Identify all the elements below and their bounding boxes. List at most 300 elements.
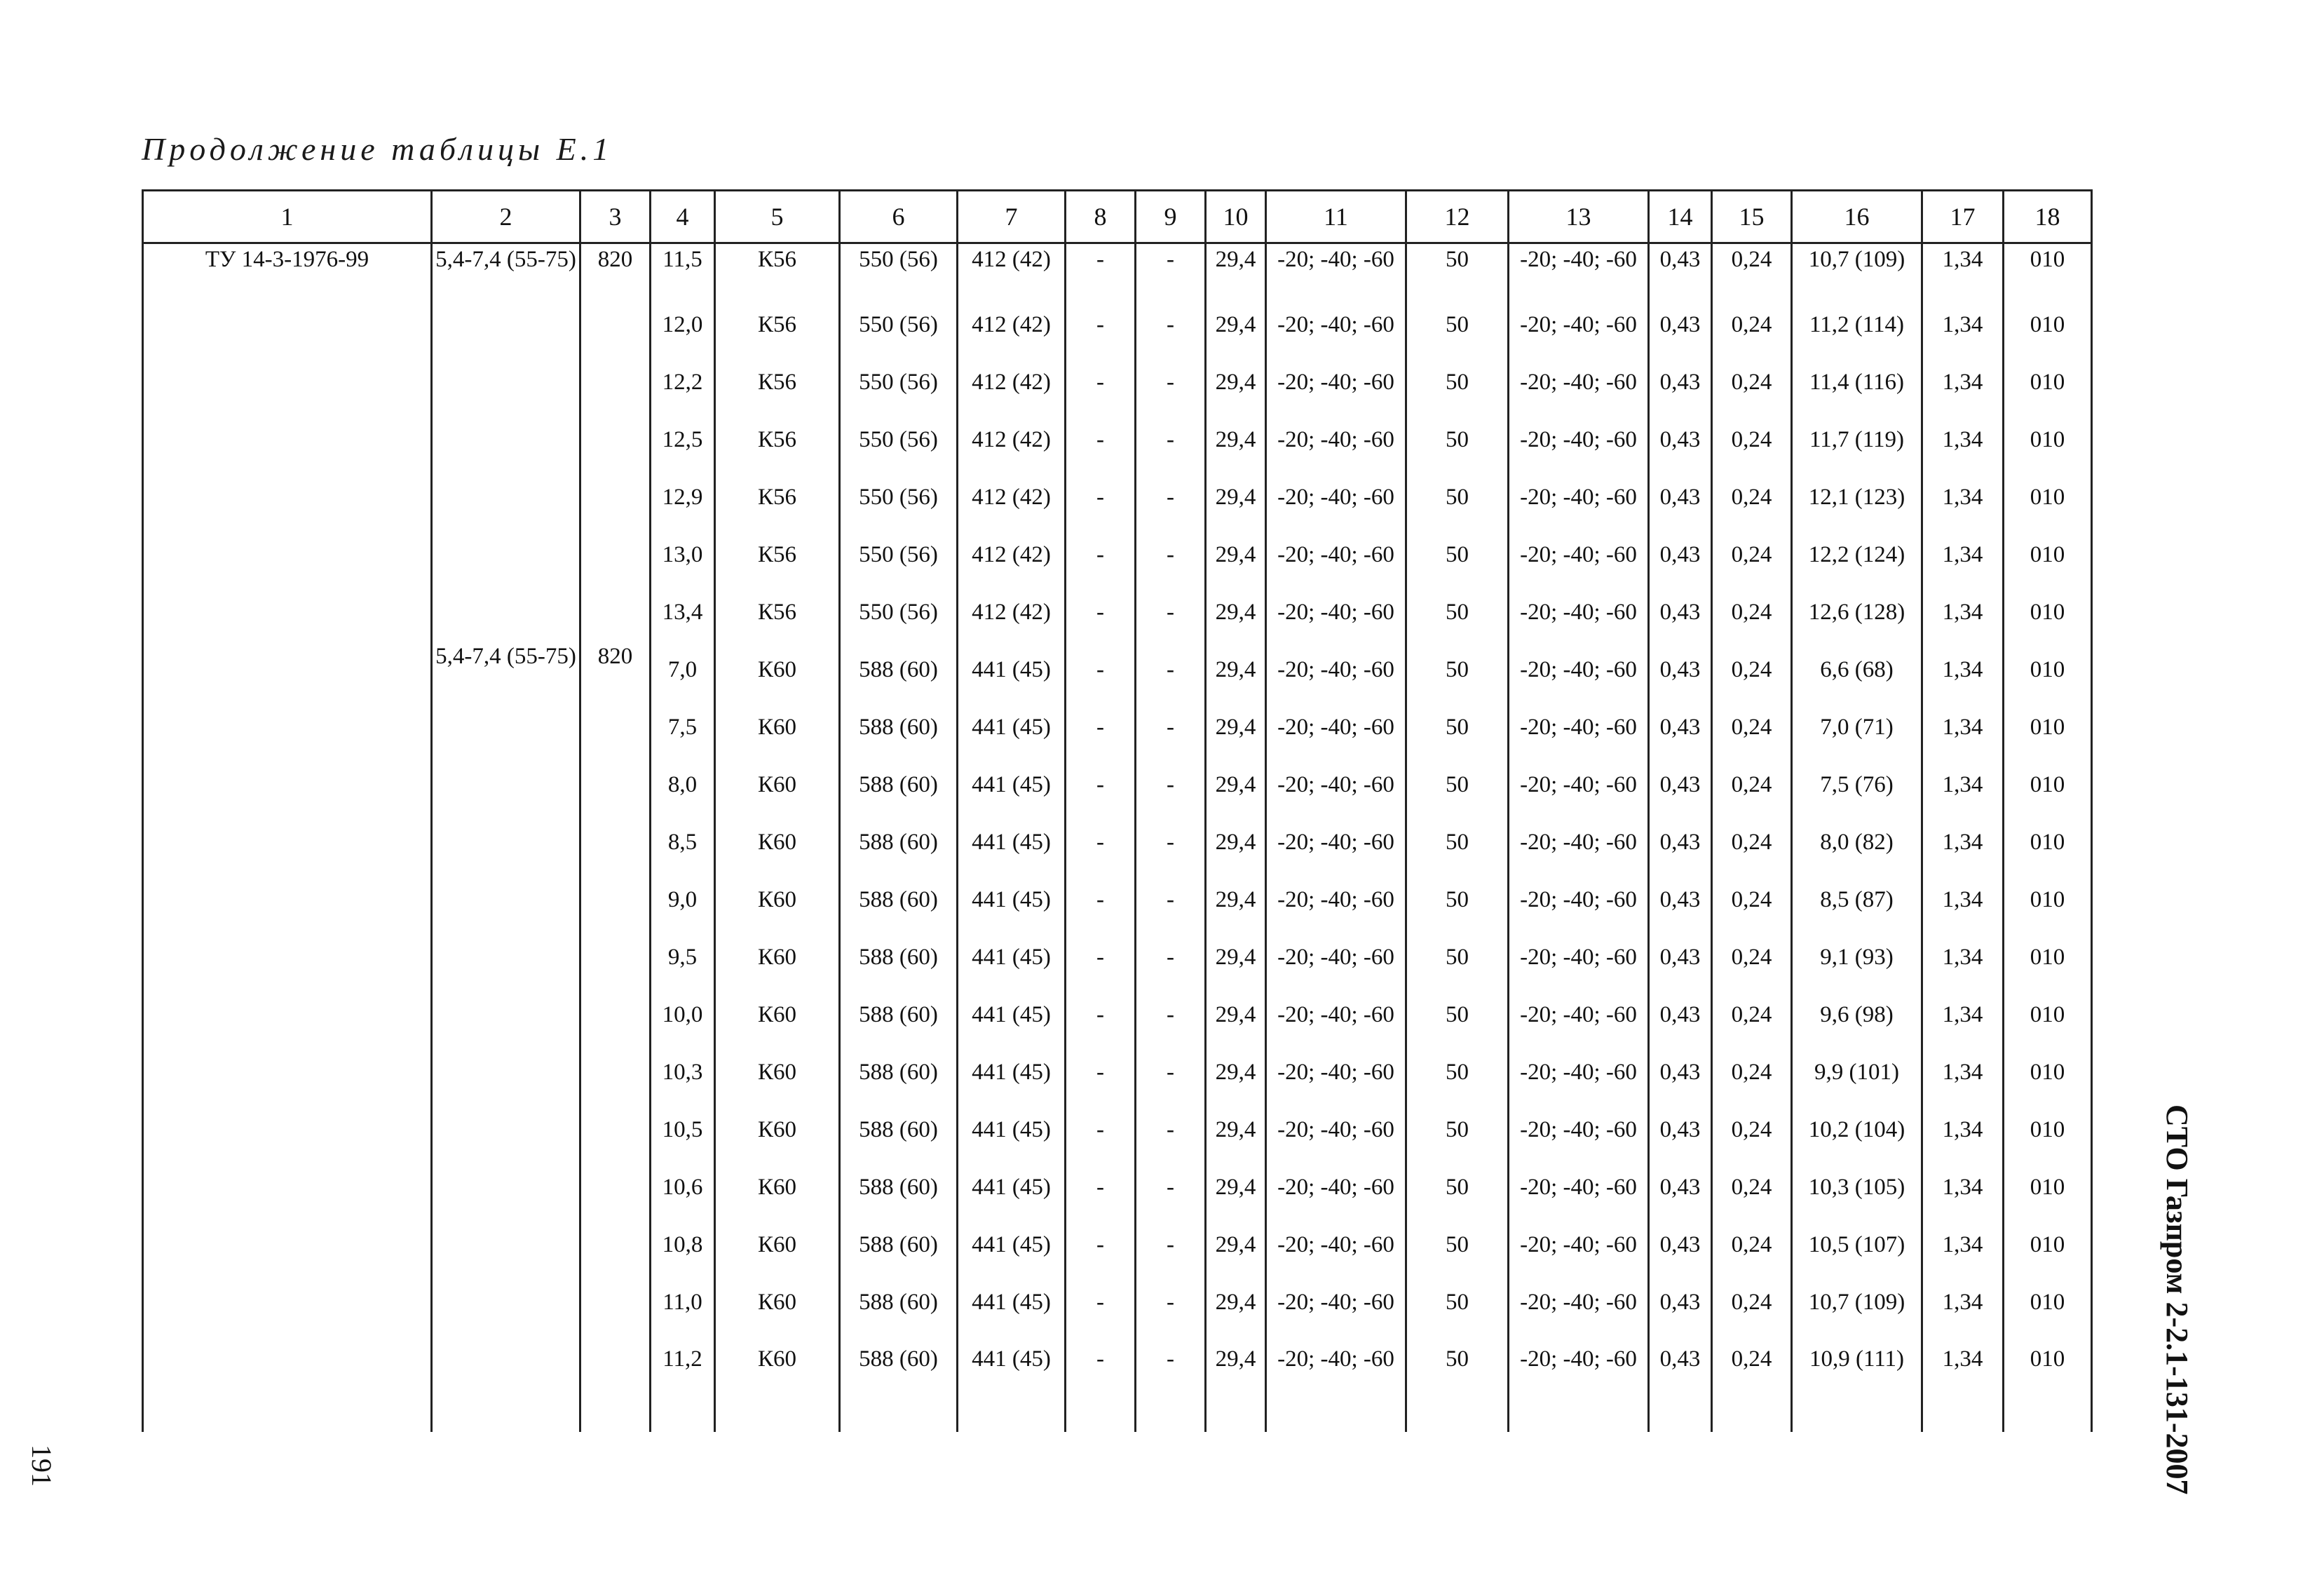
table-cell: 010 [2004,526,2092,583]
table-cell: 412 (42) [958,243,1066,297]
table-cell: - [1136,353,1206,411]
table-cell: - [1066,986,1136,1043]
table-cell: 441 (45) [958,1043,1066,1101]
table-cell: 8,5 [651,813,715,871]
table-cell: -20; -40; -60 [1509,353,1649,411]
table-cell: 6,6 (68) [1792,641,1922,698]
table-cell: 7,5 (76) [1792,756,1922,813]
spec-table [142,189,2093,1432]
table-cell: -20; -40; -60 [1266,1273,1406,1331]
table-cell: К60 [715,641,840,698]
table-cell: К60 [715,986,840,1043]
table-cell: 010 [2004,353,2092,411]
table-cell: - [1136,928,1206,986]
table-cell: 0,43 [1649,296,1712,353]
table-cell: -20; -40; -60 [1266,1216,1406,1273]
table-cell: 010 [2004,1331,2092,1432]
table-cell: К60 [715,1158,840,1216]
table-cell: 8,5 (87) [1792,871,1922,928]
table-cell: 11,0 [651,1273,715,1331]
table-cell: 0,43 [1649,243,1712,297]
table-cell: - [1066,411,1136,468]
table-cell: 0,24 [1712,756,1792,813]
table-cell: 8,0 [651,756,715,813]
table-cell: -20; -40; -60 [1266,1331,1406,1432]
table-cell: -20; -40; -60 [1509,986,1649,1043]
table-cell: - [1066,1158,1136,1216]
col-header: 13 [1509,191,1649,243]
table-cell: 0,43 [1649,1273,1712,1331]
pressure-cell: 5,4-7,4 (55-75) [432,641,580,1432]
table-cell: 50 [1406,698,1509,756]
table-cell: 29,4 [1206,813,1266,871]
table-cell: - [1136,986,1206,1043]
table-cell: 0,43 [1649,353,1712,411]
table-cell: -20; -40; -60 [1509,1216,1649,1273]
table-cell: 1,34 [1922,1216,2004,1273]
table-cell: 441 (45) [958,1273,1066,1331]
table-cell: 0,24 [1712,243,1792,297]
table-cell: 1,34 [1922,1273,2004,1331]
table-cell: 588 (60) [840,1331,958,1432]
table-cell: 010 [2004,986,2092,1043]
table-cell: 0,24 [1712,583,1792,641]
table-cell: 10,3 (105) [1792,1158,1922,1216]
table-cell: 50 [1406,468,1509,526]
table-cell: 29,4 [1206,986,1266,1043]
table-cell: 588 (60) [840,641,958,698]
table-cell: 588 (60) [840,986,958,1043]
table-cell: К60 [715,1216,840,1273]
table-cell: 441 (45) [958,698,1066,756]
table-cell: 412 (42) [958,296,1066,353]
table-row [143,641,2092,698]
table-cell: 412 (42) [958,353,1066,411]
table-cell: 010 [2004,1043,2092,1101]
table-cell: 12,2 [651,353,715,411]
table-cell: 550 (56) [840,296,958,353]
table-cell: 412 (42) [958,468,1066,526]
table-cell: 50 [1406,583,1509,641]
table-cell: 7,0 [651,641,715,698]
table-cell: 1,34 [1922,353,2004,411]
table-cell: -20; -40; -60 [1266,1043,1406,1101]
table-cell: К56 [715,583,840,641]
table-cell: 1,34 [1922,1331,2004,1432]
col-header: 17 [1922,191,2004,243]
col-header: 15 [1712,191,1792,243]
col-header: 4 [651,191,715,243]
table-cell: 29,4 [1206,1273,1266,1331]
table-cell: -20; -40; -60 [1509,1273,1649,1331]
table-cell: -20; -40; -60 [1509,583,1649,641]
table-cell: К60 [715,1273,840,1331]
col-header: 3 [580,191,651,243]
col-header: 7 [958,191,1066,243]
table-cell: 29,4 [1206,353,1266,411]
table-cell: 010 [2004,1216,2092,1273]
table-cell: 29,4 [1206,468,1266,526]
table-cell: - [1136,411,1206,468]
table-cell: К56 [715,526,840,583]
table-cell: 010 [2004,813,2092,871]
table-cell: К60 [715,928,840,986]
table-cell: -20; -40; -60 [1266,986,1406,1043]
table-cell: 550 (56) [840,583,958,641]
table-cell: 588 (60) [840,1101,958,1158]
table-cell: 0,24 [1712,1273,1792,1331]
table-cell: 0,24 [1712,1216,1792,1273]
table-cell: - [1136,243,1206,297]
table-cell: - [1066,526,1136,583]
table-cell: 11,4 (116) [1792,353,1922,411]
table-cell: - [1066,641,1136,698]
table-cell: 550 (56) [840,411,958,468]
table-cell: 1,34 [1922,928,2004,986]
table-cell: 441 (45) [958,871,1066,928]
col-header: 9 [1136,191,1206,243]
table-cell: 441 (45) [958,1101,1066,1158]
table-cell: -20; -40; -60 [1266,583,1406,641]
table-cell: 50 [1406,1216,1509,1273]
table-cell: 0,24 [1712,1158,1792,1216]
table-cell: 50 [1406,411,1509,468]
table-cell: 010 [2004,583,2092,641]
table-cell: - [1136,468,1206,526]
table-cell: 50 [1406,243,1509,297]
table-cell: 29,4 [1206,641,1266,698]
table-cell: 12,2 (124) [1792,526,1922,583]
table-container [142,189,2093,1432]
table-cell: 0,24 [1712,296,1792,353]
table-cell: 29,4 [1206,583,1266,641]
table-cell: 13,0 [651,526,715,583]
table-cell: -20; -40; -60 [1509,468,1649,526]
table-cell: - [1066,813,1136,871]
table-cell: 550 (56) [840,468,958,526]
table-cell: -20; -40; -60 [1509,928,1649,986]
table-cell: 0,43 [1649,641,1712,698]
table-cell: 1,34 [1922,986,2004,1043]
table-cell: 010 [2004,756,2092,813]
table-cell: 10,5 (107) [1792,1216,1922,1273]
table-cell: 010 [2004,871,2092,928]
table-cell: 29,4 [1206,296,1266,353]
table-cell: К56 [715,296,840,353]
table-cell: 29,4 [1206,1043,1266,1101]
table-cell: 0,43 [1649,1216,1712,1273]
table-cell: 0,43 [1649,813,1712,871]
table-cell: 0,24 [1712,1101,1792,1158]
table-cell: 1,34 [1922,583,2004,641]
table-cell: -20; -40; -60 [1266,1101,1406,1158]
col-header: 6 [840,191,958,243]
table-cell: 1,34 [1922,526,2004,583]
table-cell: 12,6 (128) [1792,583,1922,641]
standard-cell: ТУ 14-3-1976-99 [143,243,432,1433]
table-cell: К56 [715,353,840,411]
table-cell: -20; -40; -60 [1266,468,1406,526]
table-cell: - [1066,1043,1136,1101]
table-cell: 1,34 [1922,468,2004,526]
table-caption: Продолжение таблицы Е.1 [142,131,613,167]
table-cell: 29,4 [1206,698,1266,756]
table-cell: 50 [1406,526,1509,583]
table-cell: -20; -40; -60 [1509,243,1649,297]
table-cell: 412 (42) [958,411,1066,468]
col-header: 10 [1206,191,1266,243]
table-cell: - [1136,296,1206,353]
table-cell: 1,34 [1922,411,2004,468]
table-cell: 50 [1406,1101,1509,1158]
col-header: 2 [432,191,580,243]
table-cell: 0,24 [1712,1331,1792,1432]
table-cell: -20; -40; -60 [1266,813,1406,871]
table-cell: -20; -40; -60 [1509,296,1649,353]
table-cell: 29,4 [1206,411,1266,468]
table-cell: К60 [715,1101,840,1158]
table-cell: 12,9 [651,468,715,526]
table-cell: 12,0 [651,296,715,353]
table-cell: К60 [715,871,840,928]
table-cell: 29,4 [1206,243,1266,297]
table-cell: 10,0 [651,986,715,1043]
table-cell: 588 (60) [840,1043,958,1101]
table-cell: - [1066,1101,1136,1158]
table-cell: 0,24 [1712,353,1792,411]
diameter-cell: 820 [580,243,651,642]
table-cell: 1,34 [1922,1158,2004,1216]
table-cell: 1,34 [1922,871,2004,928]
table-cell: 441 (45) [958,1331,1066,1432]
table-cell: 7,0 (71) [1792,698,1922,756]
table-cell: 29,4 [1206,928,1266,986]
table-cell: - [1066,756,1136,813]
table-cell: 0,24 [1712,1043,1792,1101]
table-cell: 0,43 [1649,411,1712,468]
table-cell: - [1136,1273,1206,1331]
table-cell: -20; -40; -60 [1509,1043,1649,1101]
table-cell: 1,34 [1922,756,2004,813]
table-cell: 0,24 [1712,928,1792,986]
table-cell: 50 [1406,353,1509,411]
table-cell: - [1066,1331,1136,1432]
table-cell: -20; -40; -60 [1509,813,1649,871]
table-cell: 0,24 [1712,641,1792,698]
header-row [143,191,2092,243]
table-cell: 10,9 (111) [1792,1331,1922,1432]
table-cell: - [1136,698,1206,756]
table-cell: 11,2 (114) [1792,296,1922,353]
table-cell: К60 [715,1331,840,1432]
table-cell: 8,0 (82) [1792,813,1922,871]
table-cell: 50 [1406,641,1509,698]
table-cell: -20; -40; -60 [1509,1158,1649,1216]
table-cell: 29,4 [1206,1158,1266,1216]
table-cell: -20; -40; -60 [1509,871,1649,928]
table-cell: 441 (45) [958,1216,1066,1273]
col-header: 11 [1266,191,1406,243]
table-cell: 0,24 [1712,986,1792,1043]
table-cell: К60 [715,756,840,813]
table-cell: 0,24 [1712,468,1792,526]
table-cell: 10,6 [651,1158,715,1216]
table-cell: 588 (60) [840,928,958,986]
table-cell: 12,1 (123) [1792,468,1922,526]
table-cell: 50 [1406,986,1509,1043]
table-cell: 29,4 [1206,1216,1266,1273]
table-cell: 29,4 [1206,1331,1266,1432]
table-cell: - [1066,583,1136,641]
table-cell: 0,24 [1712,871,1792,928]
table-cell: - [1136,1043,1206,1101]
table-cell: 010 [2004,928,2092,986]
table-cell: 10,7 (109) [1792,243,1922,297]
table-cell: 9,1 (93) [1792,928,1922,986]
table-cell: 0,24 [1712,813,1792,871]
col-header: 12 [1406,191,1509,243]
table-cell: - [1136,756,1206,813]
table-cell: 1,34 [1922,813,2004,871]
table-cell: 29,4 [1206,526,1266,583]
table-cell: 1,34 [1922,243,2004,297]
table-cell: 010 [2004,243,2092,297]
table-cell: 588 (60) [840,871,958,928]
table-cell: 0,24 [1712,698,1792,756]
table-cell: - [1066,353,1136,411]
table-cell: 50 [1406,1331,1509,1432]
table-cell: -20; -40; -60 [1266,353,1406,411]
table-cell: 0,43 [1649,583,1712,641]
table-cell: 010 [2004,468,2092,526]
table-cell: 0,43 [1649,1331,1712,1432]
table-cell: - [1066,296,1136,353]
table-cell: - [1066,871,1136,928]
table-cell: 9,5 [651,928,715,986]
table-cell: 0,43 [1649,871,1712,928]
table-cell: 441 (45) [958,928,1066,986]
table-cell: 10,5 [651,1101,715,1158]
table-cell: 29,4 [1206,1101,1266,1158]
table-cell: 0,43 [1649,698,1712,756]
table-cell: -20; -40; -60 [1266,526,1406,583]
table-cell: 010 [2004,1158,2092,1216]
table-cell: К56 [715,468,840,526]
table-cell: -20; -40; -60 [1266,928,1406,986]
table-cell: 50 [1406,1158,1509,1216]
table-cell: -20; -40; -60 [1266,411,1406,468]
table-cell: - [1136,871,1206,928]
table-cell: 588 (60) [840,756,958,813]
table-cell: 010 [2004,1273,2092,1331]
table-cell: - [1066,243,1136,297]
table-cell: 7,5 [651,698,715,756]
table-cell: - [1136,1216,1206,1273]
table-cell: 010 [2004,1101,2092,1158]
table-cell: 550 (56) [840,243,958,297]
table-cell: -20; -40; -60 [1509,756,1649,813]
table-cell: 0,24 [1712,526,1792,583]
table-cell: 588 (60) [840,698,958,756]
table-cell: 1,34 [1922,1101,2004,1158]
table-cell: - [1066,1273,1136,1331]
table-cell: - [1136,813,1206,871]
table-cell: -20; -40; -60 [1509,411,1649,468]
table-cell: 11,5 [651,243,715,297]
table-cell: 441 (45) [958,756,1066,813]
table-cell: 50 [1406,756,1509,813]
table-cell: К60 [715,813,840,871]
table-cell: 0,24 [1712,411,1792,468]
table-cell: - [1136,526,1206,583]
table-cell: -20; -40; -60 [1266,871,1406,928]
table-cell: - [1066,698,1136,756]
table-cell: 010 [2004,641,2092,698]
table-cell: 13,4 [651,583,715,641]
table-cell: - [1136,583,1206,641]
table-cell: - [1136,1101,1206,1158]
table-cell: 588 (60) [840,1158,958,1216]
table-cell: - [1066,1216,1136,1273]
table-cell: К60 [715,1043,840,1101]
col-header: 16 [1792,191,1922,243]
table-cell: 29,4 [1206,871,1266,928]
table-cell: -20; -40; -60 [1509,698,1649,756]
table-cell: 10,3 [651,1043,715,1101]
table-cell: 0,43 [1649,1101,1712,1158]
table-cell: 588 (60) [840,813,958,871]
table-cell: 550 (56) [840,526,958,583]
table-cell: -20; -40; -60 [1509,526,1649,583]
table-cell: 50 [1406,813,1509,871]
table-cell: 010 [2004,698,2092,756]
table-cell: 29,4 [1206,756,1266,813]
table-cell: 1,34 [1922,296,2004,353]
table-cell: 0,43 [1649,1158,1712,1216]
table-cell: -20; -40; -60 [1266,698,1406,756]
table-cell: 441 (45) [958,1158,1066,1216]
table-cell: 0,43 [1649,526,1712,583]
table-cell: - [1136,641,1206,698]
table-cell: 010 [2004,296,2092,353]
table-row [143,243,2092,297]
table-cell: 550 (56) [840,353,958,411]
table-cell: -20; -40; -60 [1509,1331,1649,1432]
col-header: 18 [2004,191,2092,243]
table-cell: -20; -40; -60 [1266,641,1406,698]
table-cell: 9,6 (98) [1792,986,1922,1043]
table-cell: 11,7 (119) [1792,411,1922,468]
table-cell: 0,43 [1649,986,1712,1043]
table-cell: - [1066,928,1136,986]
table-cell: 588 (60) [840,1216,958,1273]
diameter-cell: 820 [580,641,651,1432]
col-header: 1 [143,191,432,243]
table-cell: 412 (42) [958,583,1066,641]
table-cell: К56 [715,411,840,468]
table-cell: 9,9 (101) [1792,1043,1922,1101]
table-cell: -20; -40; -60 [1509,641,1649,698]
table-cell: 50 [1406,928,1509,986]
table-cell: 9,0 [651,871,715,928]
table-cell: 0,43 [1649,756,1712,813]
table-cell: 11,2 [651,1331,715,1432]
table-cell: -20; -40; -60 [1266,1158,1406,1216]
table-cell: 50 [1406,1043,1509,1101]
table-cell: -20; -40; -60 [1266,756,1406,813]
table-cell: 0,43 [1649,1043,1712,1101]
document-designation: СТО Газпром 2-2.1-131-2007 [2160,1104,2194,1495]
